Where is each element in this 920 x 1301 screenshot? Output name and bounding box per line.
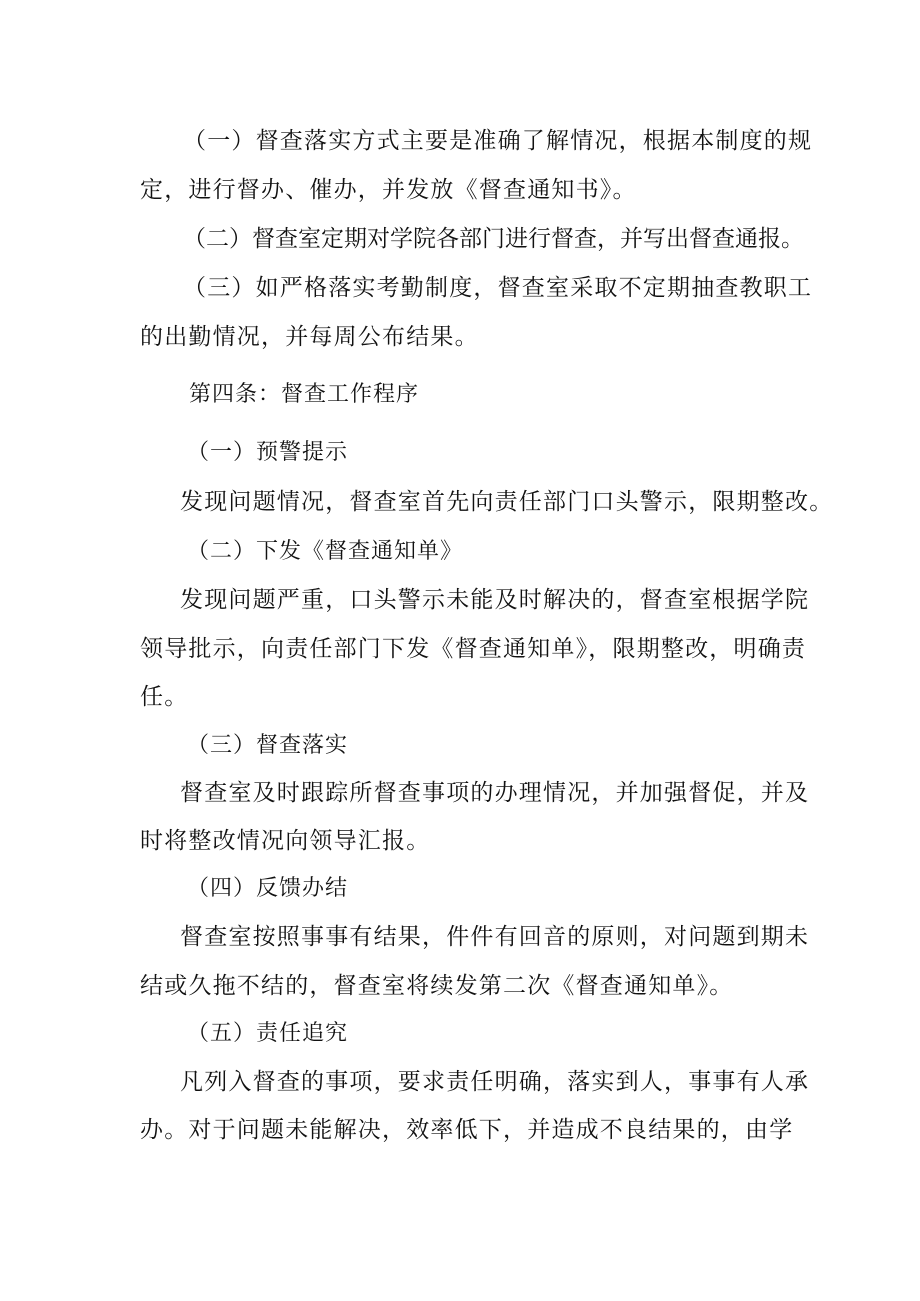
article-heading: 第四条：督查工作程序	[189, 382, 420, 407]
step-4-line-1: 督查室按照事事有结果，件件有回音的原则，对问题到期未	[180, 924, 810, 950]
item-1-line-2: 定，进行督办、催办，并发放《督查通知书》。	[140, 177, 637, 203]
item-1-line-1: （一）督查落实方式主要是准确了解情况，根据本制度的规	[183, 128, 813, 154]
step-3-line-1: 督查室及时跟踪所督查事项的办理情况，并加强督促，并及	[180, 780, 810, 806]
step-1-title: （一）预警提示	[187, 440, 349, 465]
step-2-line-1: 发现问题严重，口头警示未能及时解决的，督查室根据学院	[180, 587, 810, 613]
step-5-line-2: 办。对于问题未能解决，效率低下，并造成不良结果的，由学	[140, 1117, 794, 1143]
step-3-line-2: 时将整改情况向领导汇报。	[140, 828, 431, 854]
step-3-title: （三）督查落实	[187, 733, 349, 758]
step-5-line-1: 凡列入督查的事项，要求责任明确，落实到人，事事有人承	[180, 1069, 810, 1095]
step-2-line-3: 任。	[140, 684, 189, 710]
step-2-line-2: 领导批示，向责任部门下发《督查通知单》，限期整改，明确责	[140, 636, 807, 662]
step-5-title: （五）责任追究	[187, 1021, 349, 1046]
item-3-line-1: （三）如严格落实考勤制度，督查室采取不定期抽查教职工	[183, 275, 813, 301]
step-4-title: （四）反馈办结	[187, 876, 349, 901]
step-1-line-1: 发现问题情况，督查室首先向责任部门口头警示，限期整改。	[180, 489, 834, 515]
item-2-line-1: （二）督查室定期对学院各部门进行督查，并写出督查通报。	[183, 226, 804, 252]
step-4-line-2: 结或久拖不结的，督查室将续发第二次《督查通知单》。	[140, 973, 734, 999]
item-3-line-2: 的出勤情况，并每周公布结果。	[140, 324, 479, 350]
step-2-title: （二）下发《督查通知单》	[187, 539, 464, 564]
